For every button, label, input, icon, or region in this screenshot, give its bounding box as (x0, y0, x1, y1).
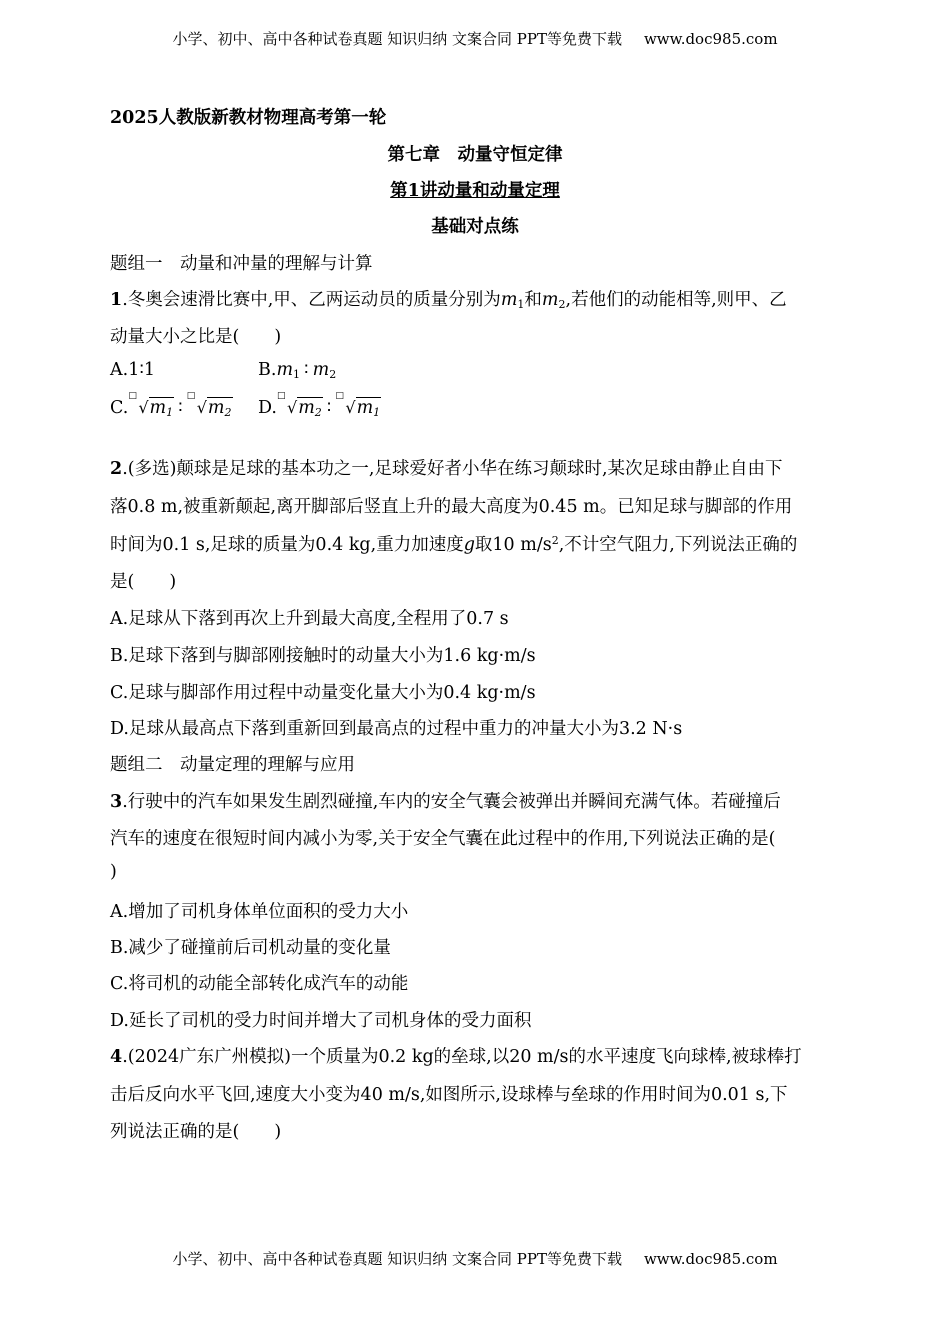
footer-text: 小学、初中、高中各种试卷真题 知识归纳 文案合同 PPT等免费下载 (172, 1250, 622, 1268)
q2-stem-line3: 时间为0.1 s,足球的质量为0.4 kg,重力加速度g取10 $m/s^2$,不计空气阻力,下列说法正确的 (110, 534, 798, 555)
header-site-link[interactable]: www.doc985.com (643, 30, 778, 48)
q1-stem-line2: 动量大小之比是( ) (110, 327, 282, 347)
q2-stem-line2: 落0.8 m,被重新颠起,离开脚部后竖直上升的最大高度为0.45 m。已知足球与脚部的作用 (110, 497, 793, 517)
section-title: 基础对点练 (431, 217, 519, 237)
page-footer (0, 1248, 950, 1269)
q3-option-d: D.延长了司机的受力时间并增大了司机身体的受力面积 (110, 1011, 532, 1031)
radical-m1: □ $√m_1$ (128, 391, 174, 419)
radical-m2: □ $√m_2$ (186, 391, 232, 419)
q2-number: 2 (110, 459, 123, 479)
q2-option-d: D.足球从最高点下落到重新回到最高点的过程中重力的冲量大小为3.2 N·s (110, 719, 683, 739)
q4-stem-line1: 4.(2024广东广州模拟)一个质量为0.2 kg的垒球,以20 m/s的水平速度飞向球棒,被球棒打 (110, 1047, 802, 1067)
q3-option-c: C.将司机的动能全部转化成汽车的动能 (110, 974, 409, 994)
chapter-title: 第七章 动量守恒定律 (387, 145, 563, 165)
q1-options-ab (110, 360, 845, 380)
q3-option-b: B.减少了碰撞前后司机动量的变化量 (110, 938, 391, 958)
q3-stem-line3: ) (110, 862, 117, 882)
q4-number: 4 (110, 1047, 123, 1067)
lesson-title (0, 177, 950, 202)
q1-options-cd (110, 391, 845, 419)
group1-title: 题组一 动量和冲量的理解与计算 (110, 254, 373, 274)
q1-stem-line1: 1.冬奥会速滑比赛中,甲、乙两运动员的质量分别为$m_1$和$m_2$,若他们的动能相等,则甲、乙 (110, 290, 787, 311)
q1-number: 1 (110, 290, 123, 310)
series-title: 2025人教版新教材物理高考第一轮 (110, 108, 387, 128)
q2-option-a: A.足球从下落到再次上升到最大高度,全程用了0.7 s (110, 609, 509, 629)
q2-stem-line4: 是( ) (110, 572, 177, 592)
q1-option-d: D. □ $√m_2$ ∶ □ $√m_1$ (258, 391, 381, 419)
q2-option-c: C.足球与脚部作用过程中动量变化量大小为0.4 kg·m/s (110, 683, 536, 703)
q3-stem-line1: 3.行驶中的汽车如果发生剧烈碰撞,车内的安全气囊会被弹出并瞬间充满气体。若碰撞后 (110, 792, 781, 812)
q3-stem-line2: 汽车的速度在很短时间内减小为零,关于安全气囊在此过程中的作用,下列说法正确的是( (110, 829, 776, 849)
q2-option-b: B.足球下落到与脚部刚接触时的动量大小为1.6 kg·m/s (110, 646, 536, 666)
q2-stem-line1: 2.(多选)颠球是足球的基本功之一,足球爱好者小华在练习颠球时,某次足球由静止自由下 (110, 459, 783, 479)
q4-stem-line3: 列说法正确的是( ) (110, 1122, 282, 1142)
footer-site-link[interactable]: www.doc985.com (643, 1250, 778, 1268)
q3-option-a: A.增加了司机身体单位面积的受力大小 (110, 902, 409, 922)
group2-title: 题组二 动量定理的理解与应用 (110, 755, 355, 775)
lesson-title-text: 第1讲动量和动量定理 (390, 181, 560, 201)
q3-number: 3 (110, 792, 123, 812)
q1-option-b: $B.m_1$ ∶ $m_2$ (258, 360, 337, 381)
q1-option-c: C. □ $√m_1$ ∶ □ $√m_2$ (110, 391, 232, 419)
radical-m1: □ $√m_1$ (335, 391, 381, 419)
header-text: 小学、初中、高中各种试卷真题 知识归纳 文案合同 PPT等免费下载 (172, 30, 622, 48)
q1-option-a: A.1∶1 (110, 360, 156, 380)
q4-stem-line2: 击后反向水平飞回,速度大小变为40 m/s,如图所示,设球棒与垒球的作用时间为0.01 s,下 (110, 1085, 788, 1105)
radical-m2: □ $√m_2$ (276, 391, 322, 419)
page-header (0, 28, 950, 49)
